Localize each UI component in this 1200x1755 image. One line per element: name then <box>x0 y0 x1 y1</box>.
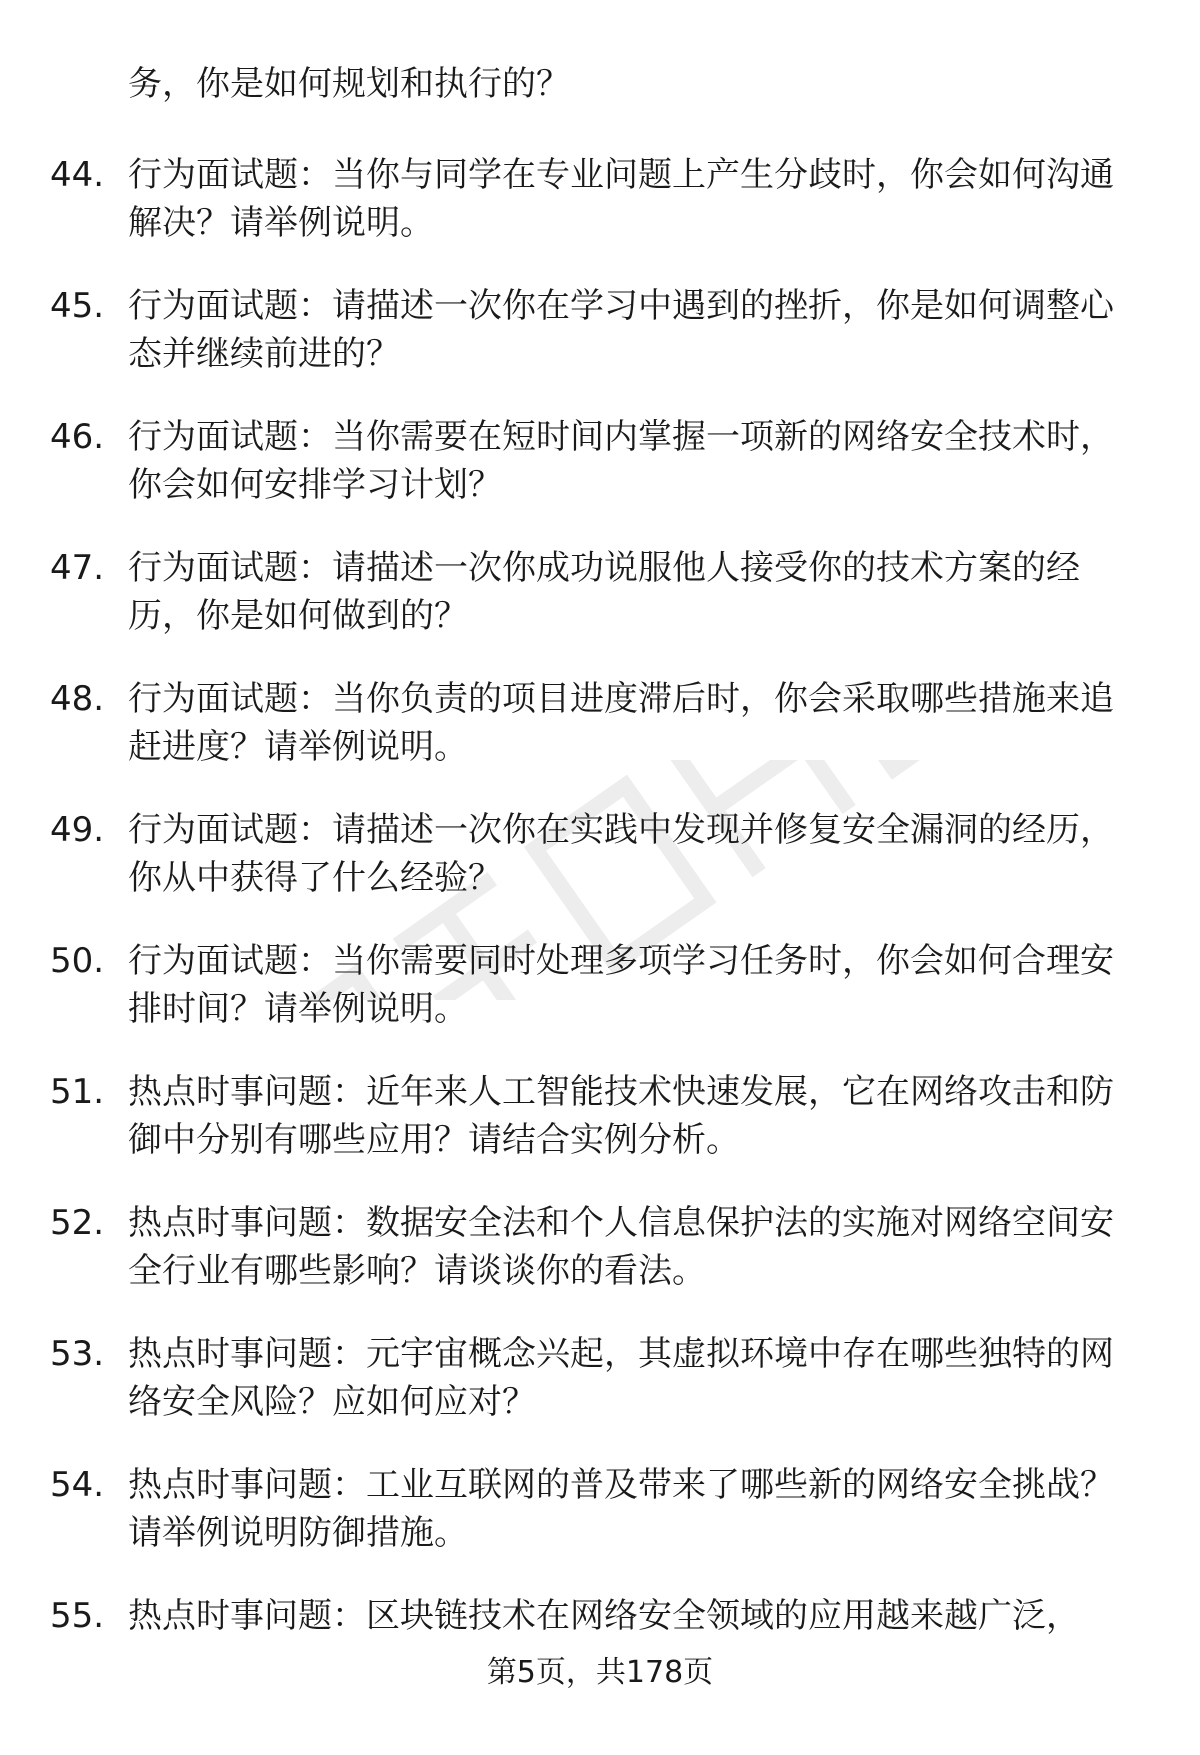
question-number: 53. <box>50 1334 105 1374</box>
question-number: 48. <box>50 679 105 719</box>
question-text: 热点时事问题：工业互联网的普及带来了哪些新的网络安全挑战？请举例说明防御措施。 <box>128 1465 1114 1553</box>
question-number: 47. <box>50 548 105 588</box>
question-text: 行为面试题：当你负责的项目进度滞后时，你会采取哪些措施来追赶进度？请举例说明。 <box>128 679 1114 767</box>
question-item <box>0 937 1200 1068</box>
question-item <box>0 413 1200 544</box>
question-text: 热点时事问题：元宇宙概念兴起，其虚拟环境中存在哪些独特的网络安全风险？应如何应对？ <box>128 1334 1114 1422</box>
page-footer: 第5页，共178页 <box>486 1655 714 1690</box>
question-text: 热点时事问题：区块链技术在网络安全领域的应用越来越广泛， <box>128 1596 1080 1636</box>
question-list <box>0 151 1200 1723</box>
question-number: 45. <box>50 286 105 326</box>
question-number: 46. <box>50 417 105 457</box>
question-item <box>0 544 1200 675</box>
question-text: 行为面试题：请描述一次你在学习中遇到的挫折，你是如何调整心态并继续前进的？ <box>128 286 1114 374</box>
question-text: 行为面试题：当你需要同时处理多项学习任务时，你会如何合理安排时间？请举例说明。 <box>128 941 1114 1029</box>
question-item <box>0 806 1200 937</box>
question-text: 热点时事问题：近年来人工智能技术快速发展，它在网络攻击和防御中分别有哪些应用？请结合实例分析。 <box>128 1072 1114 1160</box>
question-number: 44. <box>50 155 105 195</box>
question-item <box>0 282 1200 413</box>
question-item <box>0 151 1200 282</box>
question-item <box>0 675 1200 806</box>
question-item <box>0 1330 1200 1461</box>
continuation-text: 务，你是如何规划和执行的？ <box>128 64 570 104</box>
question-item <box>0 1199 1200 1330</box>
question-number: 50. <box>50 941 105 981</box>
question-number: 55. <box>50 1596 105 1636</box>
question-number: 54. <box>50 1465 105 1505</box>
question-number: 51. <box>50 1072 105 1112</box>
question-text: 行为面试题：当你与同学在专业问题上产生分歧时，你会如何沟通解决？请举例说明。 <box>128 155 1114 243</box>
question-item <box>0 1461 1200 1592</box>
question-text: 行为面试题：请描述一次你在实践中发现并修复安全漏洞的经历，你从中获得了什么经验？ <box>128 810 1114 898</box>
question-number: 49. <box>50 810 105 850</box>
question-number: 52. <box>50 1203 105 1243</box>
question-text: 热点时事问题：数据安全法和个人信息保护法的实施对网络空间安全行业有哪些影响？请谈谈你的看法。 <box>128 1203 1114 1291</box>
question-text: 行为面试题：当你需要在短时间内掌握一项新的网络安全技术时，你会如何安排学习计划？ <box>128 417 1114 505</box>
question-text: 行为面试题：请描述一次你成功说服他人接受你的技术方案的经历，你是如何做到的？ <box>128 548 1080 636</box>
question-item <box>0 1068 1200 1199</box>
